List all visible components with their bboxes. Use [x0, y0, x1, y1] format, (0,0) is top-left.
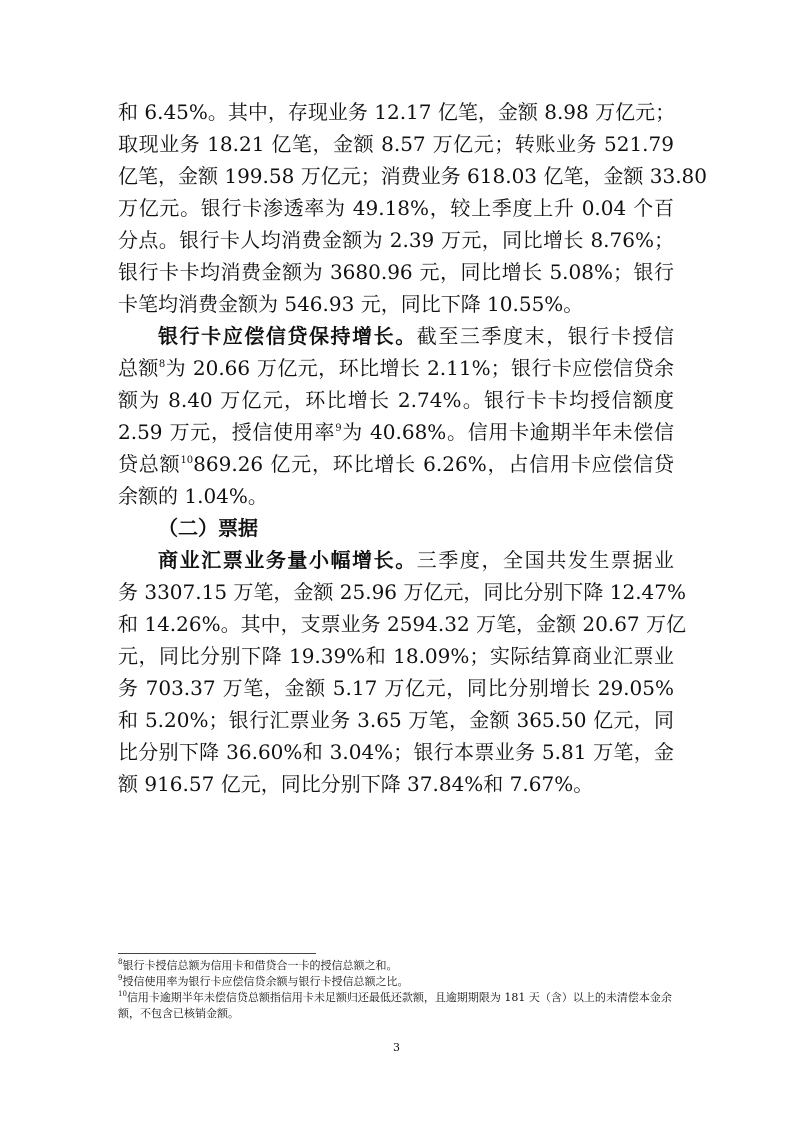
text-span: 为 20.66 万亿元，环比增长 2.11%；银行卡应偿信贷余 [165, 356, 674, 380]
section-heading: （二）票据 [158, 516, 258, 540]
text-span: 869.26 亿元，环比增长 6.26%，占信用卡应偿信贷 [193, 452, 675, 476]
paragraph-card-credit [118, 320, 674, 512]
document-body [118, 96, 708, 800]
text-line: 元，同比分别下降 19.39%和 18.09%；实际结算商业汇票业 [118, 644, 674, 668]
text-span: 贷总额 [118, 452, 181, 476]
text-line: 余额的 1.04%。 [118, 484, 268, 508]
text-line: 务 3307.15 万笔，金额 25.96 万亿元，同比分别下降 12.47% [118, 580, 687, 604]
text-line: 额为 8.40 万亿元，环比增长 2.74%。银行卡卡均授信额度 [118, 388, 674, 412]
text-span: 三季度，全国共发生票据业 [416, 548, 675, 572]
paragraph-heading: 银行卡应偿信贷保持增长。 [158, 324, 417, 348]
text-line: 和 14.26%。其中，支票业务 2594.32 万笔，金额 20.67 万亿 [118, 612, 687, 636]
footnote-ref: 9 [335, 423, 342, 434]
text-line: 额 916.57 亿元，同比分别下降 37.84%和 7.67%。 [118, 772, 594, 796]
page-number: 3 [393, 1041, 400, 1054]
text-line: 银行卡卡均消费金额为 3680.96 元，同比增长 5.08%；银行 [118, 260, 674, 284]
footnote-ref: 10 [180, 455, 194, 466]
paragraph-heading: 商业汇票业务量小幅增长。 [158, 548, 417, 572]
footnote-mark: 10 [118, 990, 127, 998]
text-line [118, 448, 674, 480]
footnotes [118, 958, 674, 1022]
text-span: 截至三季度末，银行卡授信 [416, 324, 675, 348]
paragraph-bills [118, 544, 687, 800]
text-line [118, 416, 674, 448]
text-line: 分点。银行卡人均消费金额为 2.39 万元，同比增长 8.76%； [118, 228, 674, 252]
text-line: 取现业务 18.21 亿笔，金额 8.57 万亿元；转账业务 521.79 [118, 132, 674, 156]
text-line [118, 352, 674, 384]
text-line: 卡笔均消费金额为 546.93 元，同比下降 10.55%。 [118, 292, 584, 316]
footnote-text: 信用卡逾期半年未偿信贷总额指信用卡未足额归还最低还款额，且逾期期限为 181 天（含）以上的未清偿本金余额，不包含已核销金额。 [118, 991, 672, 1020]
footnote [118, 974, 674, 990]
text-span: 为 40.68%。信用卡逾期半年未偿信 [341, 420, 675, 444]
text-line: 万亿元。银行卡渗透率为 49.18%，较上季度上升 0.04 个百 [118, 196, 674, 220]
paragraph-card-transactions [118, 96, 708, 320]
footnote-mark: 9 [118, 974, 123, 982]
footnote [118, 958, 674, 974]
text-line: 比分别下降 36.60%和 3.04%；银行本票业务 5.81 万笔，金 [118, 740, 674, 764]
text-line: 和 5.20%；银行汇票业务 3.65 万笔，金额 365.50 亿元，同 [118, 708, 674, 732]
footnote-mark: 8 [118, 958, 123, 966]
footnote-text: 授信使用率为银行卡应偿信贷余额与银行卡授信总额之比。 [122, 975, 409, 988]
text-line: 务 703.37 万笔，金额 5.17 万亿元，同比分别增长 29.05% [118, 676, 674, 700]
footnote-text: 银行卡授信总额为信用卡和借贷合一卡的授信总额之和。 [122, 959, 398, 972]
text-line: 亿笔，金额 199.58 万亿元；消费业务 618.03 亿笔，金额 33.80 [118, 164, 708, 188]
text-line: 和 6.45%。其中，存现业务 12.17 亿笔，金额 8.98 万亿元； [118, 100, 676, 124]
text-span: 2.59 万元，授信使用率 [118, 420, 336, 444]
text-span: 总额 [118, 356, 159, 380]
text-line [118, 320, 674, 352]
footnote [118, 990, 674, 1022]
footnote-ref: 8 [158, 359, 166, 370]
text-line [118, 544, 674, 576]
footnote-divider [118, 953, 316, 954]
